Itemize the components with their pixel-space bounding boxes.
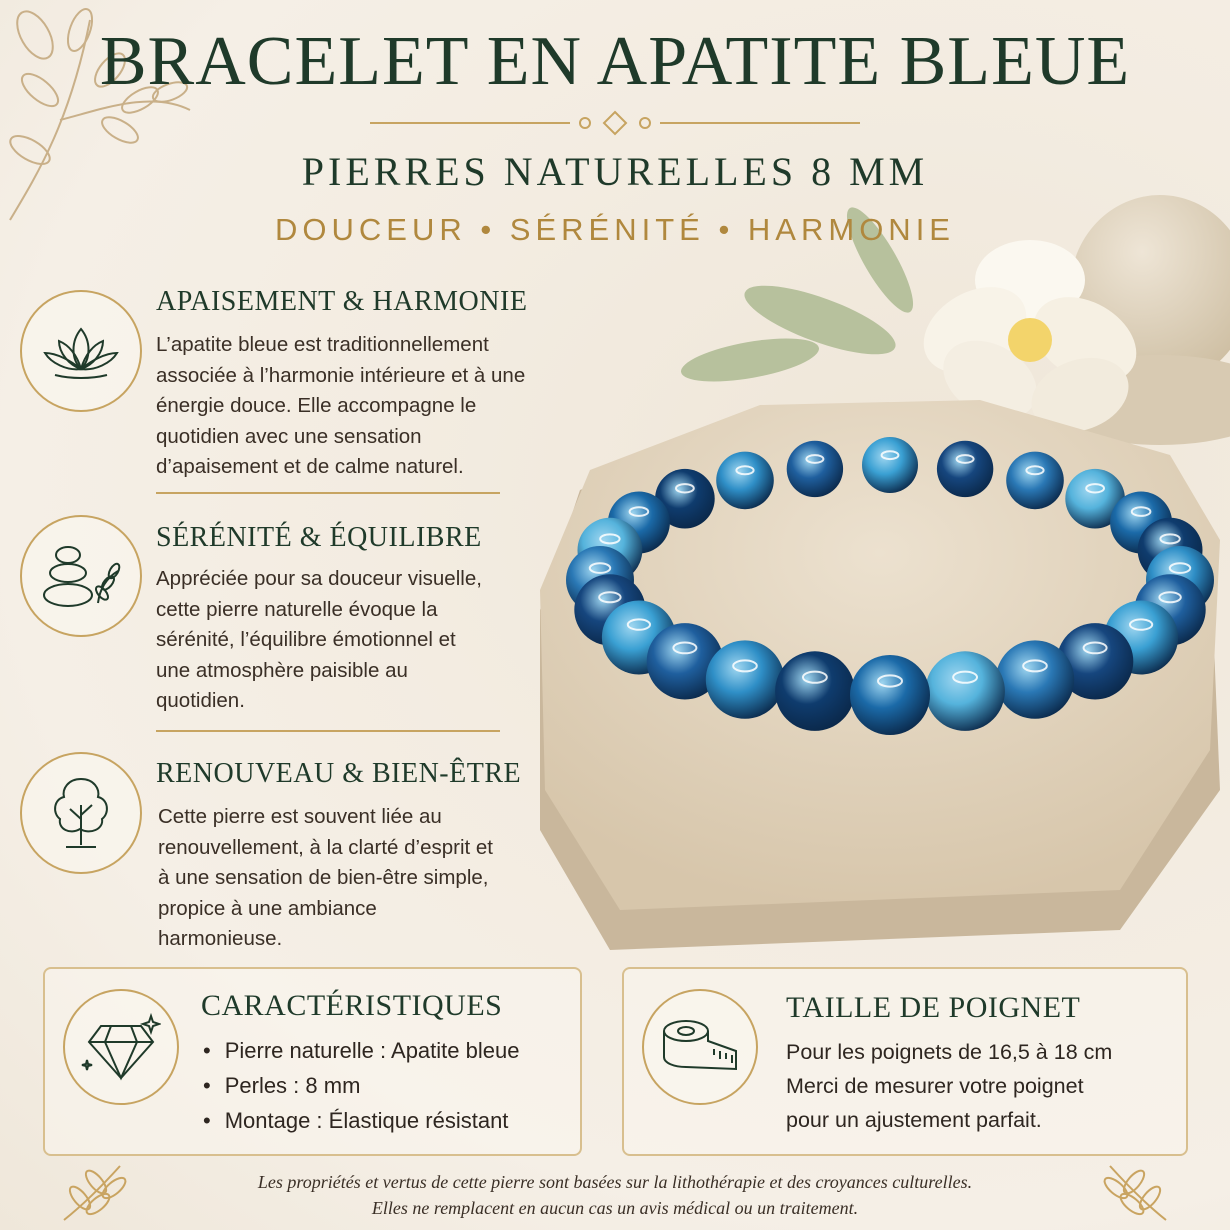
text-line: Merci de mesurer votre poignet [786,1074,1084,1098]
tagline: DOUCEUR • SÉRÉNITÉ • HARMONIE [275,212,955,247]
specs-title: CARACTÉRISTIQUES [201,989,503,1022]
stacked-stones-icon [20,515,142,637]
page-subtitle: PIERRES NATURELLES 8 MM [301,149,929,194]
bead [1006,452,1064,510]
text-line: L’apatite bleue est traditionnellement [156,333,489,356]
text-line: Appréciée pour sa douceur visuelle, [156,567,482,590]
text-line: renouvellement, à la clarté d’esprit et [158,835,494,859]
divider [156,492,500,494]
list-item: • Montage : Élastique résistant [203,1103,519,1138]
bead [850,655,930,735]
bead [706,640,784,718]
page-title: BRACELET EN APATITE BLEUE [99,23,1131,100]
section-body [156,564,536,717]
text-line: Pour les poignets de 16,5 à 18 cm [786,1040,1113,1064]
disclaimer-line-1: Les propriétés et vertus de cette pierre sont basées sur la lithothérapie et des croyances culturelles. [257,1172,973,1192]
text-line: à une sensation de bien-être simple, [158,866,489,889]
text-line: associée à l’harmonie intérieure et à une [156,363,526,387]
section-title: RENOUVEAU & BIEN-ÊTRE [156,758,522,789]
bead [925,651,1005,731]
text-line: d’apaisement et de calme naturel. [156,455,464,478]
text-line: cette pierre naturelle évoque la [156,597,438,621]
list-item: • Perles : 8 mm [203,1068,519,1103]
tree-icon [20,752,142,874]
text-line: sérénité, l’équilibre émotionnel et [156,628,456,651]
measuring-tape-icon [642,989,758,1105]
diamond-icon [63,989,179,1105]
product-photo [520,190,1230,960]
bead [775,651,855,731]
text-line: harmonieuse. [158,927,283,950]
specs-box [43,967,582,1156]
text-line: pour un ajustement parfait. [786,1108,1042,1132]
section-body [156,330,536,483]
wrist-size-box [622,967,1188,1156]
section-body [158,802,538,955]
text-line: quotidien avec une sensation [156,424,422,448]
wrist-title: TAILLE DE POIGNET [786,991,1081,1024]
disclaimer-line-2: Elles ne remplacent en aucun cas un avis médical ou un traitement. [371,1198,859,1218]
text-line: une atmosphère paisible au [156,658,408,682]
ornament-divider [370,110,860,136]
section-title: APAISEMENT & HARMONIE [156,286,528,317]
list-item: • Pierre naturelle : Apatite bleue [203,1033,519,1068]
specs-list [203,1033,519,1138]
text-line: propice à une ambiance [158,896,377,920]
bead [787,441,843,497]
wrist-text [786,1035,1112,1137]
bead [937,441,993,497]
bead [862,437,918,493]
bead [716,452,774,510]
bead [996,640,1074,718]
text-line: quotidien. [156,689,245,712]
lotus-icon [20,290,142,412]
divider [156,730,500,732]
text-line: Cette pierre est souvent liée au [158,805,442,828]
text-line: énergie douce. Elle accompagne le [156,394,477,417]
section-title: SÉRÉNITÉ & ÉQUILIBRE [156,522,482,553]
